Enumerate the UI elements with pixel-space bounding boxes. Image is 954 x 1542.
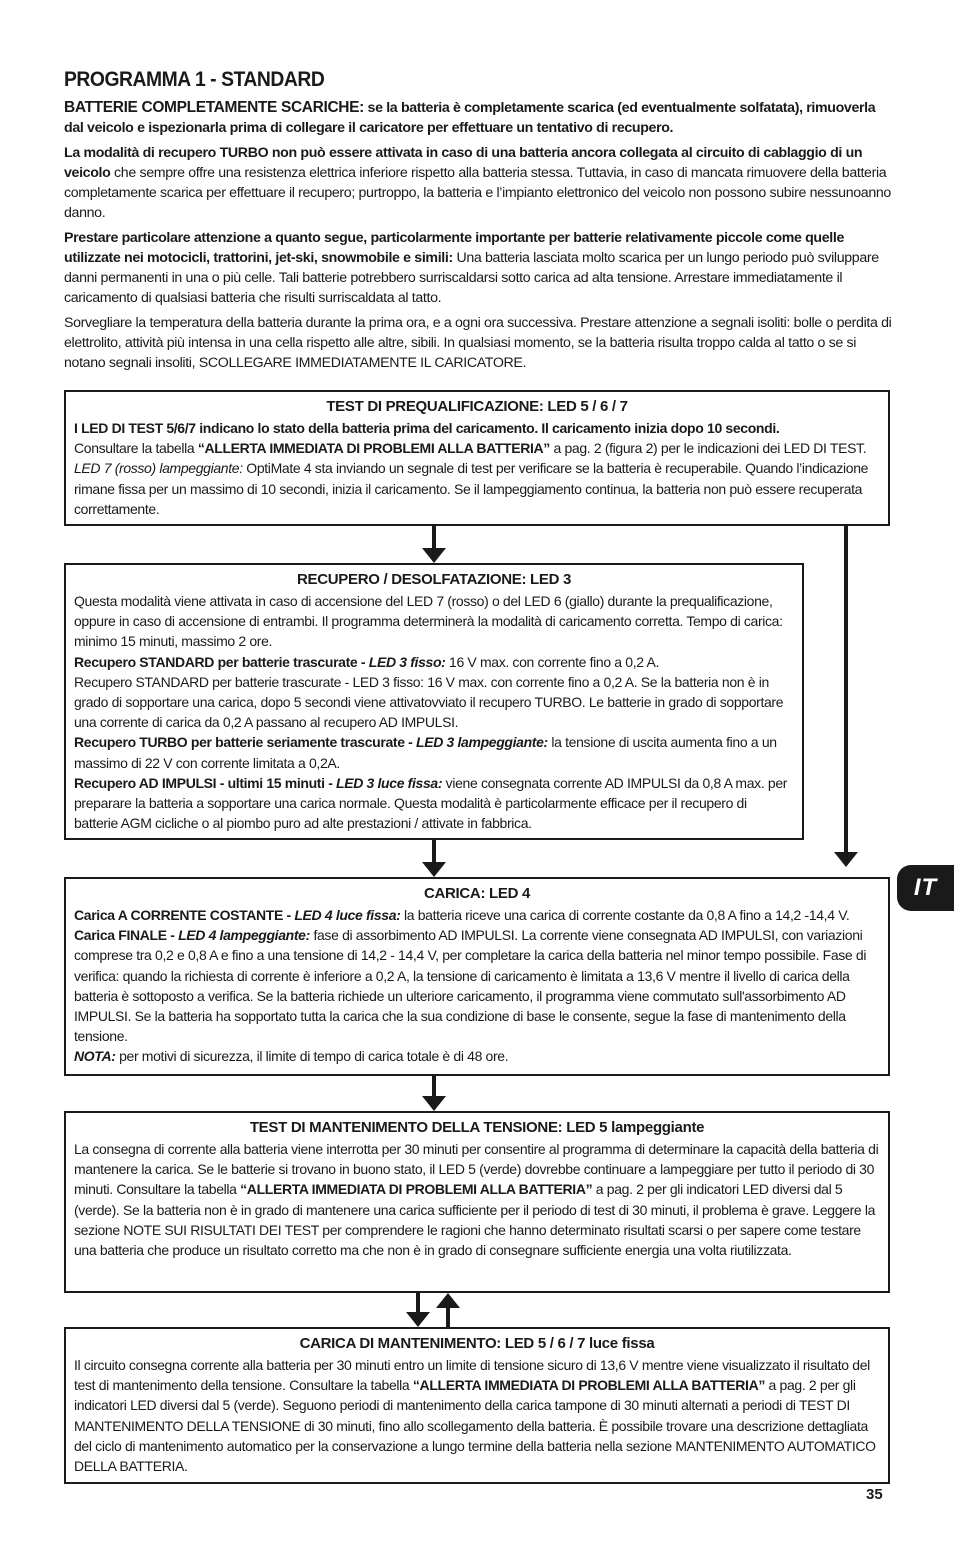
charge-box [64,877,890,1076]
recovery-box [64,563,804,840]
prequalification-table-ref: Consultare la tabella “ALLERTA IMMEDIATA DI PROBLEMI ALLA BATTERIA” a pag. 2 (figura 2) per le indicazioni dei LED DI TEST. [74,440,867,457]
prequalification-title: TEST DI PREQUALIFICAZIONE: LED 5 / 6 / 7 [326,398,628,415]
maintenance-box [64,1327,890,1484]
page-title: PROGRAMMA 1 - STANDARD [64,68,325,91]
down-up-arrows-icon [404,1293,464,1328]
intro-paragraph-1: BATTERIE COMPLETAMENTE SCARICHE: se la batteria è completamente scarica (ed eventualmente solfatata), rimuoverla dal veicolo e ispezionarla prima di collegare il caricatore per effettuare un tentativo di recupero. [64,99,876,136]
prequalification-led7: LED 7 (rosso) lampeggiante: OptiMate 4 sta inviando un segnale di test per verificare se la batteria è recuperabile. Quando l’indicazione rimane fissa per un massimo di 10 secondi, inizia il caricamento. Se il lampeggiamento continua, la batteria non può essere recuperata correttamente. [74,460,869,517]
voltage-hold-box [64,1111,890,1293]
intro-paragraph-2: La modalità di recupero TURBO non può essere attivata in caso di una batteria ancora collegata al circuito di cablaggio di un veicolo che sempre offre una resistenza elettrica inferiore rispetto alla batteria stessa. Tuttavia, in caso di mancata rimuovere della batteria completamente scarica per effettuare il recupero; purtroppo, la batteria e l’impianto elettronico del veicolo non possono subire nessunoanno danno. [64,145,891,221]
down-arrow-icon [420,526,448,564]
voltage-hold-text: La consegna di corrente alla batteria viene interrotta per 30 minuti per consentire al programma di determinare la capacità della batteria di mantenere la carica. Se le batterie si trovano in buono stato, il LED 5 (verde) dovrebbe continuare a lampeggiare per tutto il periodo di 30 minuti. Consultare la tabella “ALLERTA IMMEDIATA DI PROBLEMI ALLA BATTERIA” a pag. 2 per gli indicatori LED diversi dal 5 (verde). Se la batteria non è in grado di mantenere una carica sufficiente per il periodo di test di 30 minuti, il problema è grave. Leggere la sezione NOTE SUI RISULTATI DEI TEST per comprendere le ragioni che hanno determinato risultati scarsi o per sapere come testare una batteria che produce un risultato corretto ma che non è in grado di consegnare sufficiente energia una volta riutilizzata. [74,1141,879,1259]
recovery-standard-detail: Recupero STANDARD per batterie trascurate - LED 3 fisso: 16 V max. con corrente fino a 0,2 A. Se la batteria non è in grado di sopportare una carica, dopo 5 secondi viene attivatovviato il recupero TURBO. Le batterie in grado di sopportare una corrente di carica da 0,2 A passano al recupero AD IMPULSI. [74,673,784,731]
charge-title: CARICA: LED 4 [423,885,531,902]
bypass-down-arrow-icon [832,526,860,868]
prequalification-box [64,390,890,526]
intro-section [64,98,892,378]
down-arrow-icon [420,840,448,878]
maintenance-title: CARICA DI MANTENIMENTO: LED 5 / 6 / 7 luce fissa [299,1335,655,1352]
intro-paragraph-4: Sorvegliare la temperatura della batteria durante la prima ora, e a ogni ora successiva. Prestare attenzione a segnali isoliti: bolle o perdita di elettrolito, attività più intensa in una cella rispetto alle altre, sibili. In qualsiasi momento, se la batteria risulta troppo calda al tatto o se si notano segnali insoliti, SCOLLEGARE IMMEDIATAMENTE IL CARICATORE. [64,315,892,371]
recovery-standard: Recupero STANDARD per batterie trascurate - LED 3 fisso: 16 V max. con corrente fino a 0,2 A. [74,653,659,670]
page-number: 35 [866,1486,883,1503]
recovery-turbo: Recupero TURBO per batterie seriamente trascurate - LED 3 lampeggiante: la tensione di uscita aumenta fino a un massimo di 22 V con corrente limitata a 0,2A. [74,734,777,771]
maintenance-text: Il circuito consegna corrente alla batteria per 30 minuti entro un limite di tensione sicuro di 13,6 V mentre viene visualizzato il risultato del test di mantenimento della tensione. Consultare la tabella “ALLERTA IMMEDIATA DI PROBLEMI ALLA BATTERIA” a pag. 2 per gli indicatori LED diversi dal 5 (verde). Seguono periodi di mantenimento della carica tampone di 30 minuti alternati a periodi di TEST DI MANTENIMENTO DELLA TENSIONE di 30 minuti, fino allo scollegamento della batteria. È possibile trovare una descrizione dettagliata del ciclo di mantenimento automatico per la conservazione a lungo termine della batteria nella sezione MANTENIMENTO AUTOMATICO DELLA BATTERIA. [74,1357,876,1475]
recovery-intro: Questa modalità viene attivata in caso di accensione del LED 7 (rosso) o del LED 6 (giallo) durante la prequalificazione, oppure in caso di accensione di entrambi. Il programma determinerà la modalità di caricamento corretta. Tempo di carica: minimo 15 minuti, massimo 2 ore. [74,593,783,650]
language-tab: IT [897,865,954,911]
intro-paragraph-3: Prestare particolare attenzione a quanto segue, particolarmente importante per batterie relativamente piccole come quelle utilizzate nei motocicli, trattorini, jet-ski, snowmobile e simili: Una batteria lasciata molto scarica per un lungo periodo può sviluppare danni permanenti in una o più celle. Tali batterie potrebbero surriscaldarsi sotto carica ad alta tensione. Arrestare immediatamente il caricamento di qualsiasi batteria che risulti surriscaldata al tatto. [64,230,879,306]
charge-final: Carica FINALE - LED 4 lampeggiante: fase di assorbimento AD IMPULSI. La corrente viene consegnata AD IMPULSI, con variazioni comprese tra 0,2 e 0,8 A e fino a una tensione di 14,2 - 14,4 V, per completare la carica della batteria nel minor tempo possibile. Fase di verifica: quando la richiesta di corrente è inferiore a 0,2 A, la tensione di caricamento è limitata a 13,6 V mentre il livello di carica della batteria è sottoposto a verifica. Se la batteria richiede un ulteriore caricamento, il programma viene commutato sull'assorbimento AD IMPULSI. Se la batteria ha sopportato tutta la carica che la sua condizione di base le consente, segue la fase di mantenimento della tensione. [74,927,867,1045]
down-arrow-icon [420,1076,448,1112]
prequalification-intro: I LED DI TEST 5/6/7 indicano lo stato della batteria prima del caricamento. Il caricamento inizia dopo 10 secondi. [74,420,780,436]
charge-note: NOTA: per motivi di sicurezza, il limite di tempo di carica totale è di 48 ore. [74,1048,509,1065]
recovery-title: RECUPERO / DESOLFATAZIONE: LED 3 [296,571,572,588]
charge-constant: Carica A CORRENTE COSTANTE - LED 4 luce fissa: la batteria riceve una carica di corrente costante da 0,8 A fino a 14,2 -14,4 V. [74,907,850,923]
recovery-pulse: Recupero AD IMPULSI - ultimi 15 minuti - LED 3 luce fissa: viene consegnata corrente AD IMPULSI da 0,8 A max. per preparare la batteria a sopportare una carica normale. Questa modalità è particolarmente efficace per il recupero di batterie AGM cicliche o al piombo puro ad alte prestazioni / attivate in fabbrica. [74,774,788,832]
voltage-hold-title: TEST DI MANTENIMENTO DELLA TENSIONE: LED 5 lampeggiante [249,1119,705,1136]
